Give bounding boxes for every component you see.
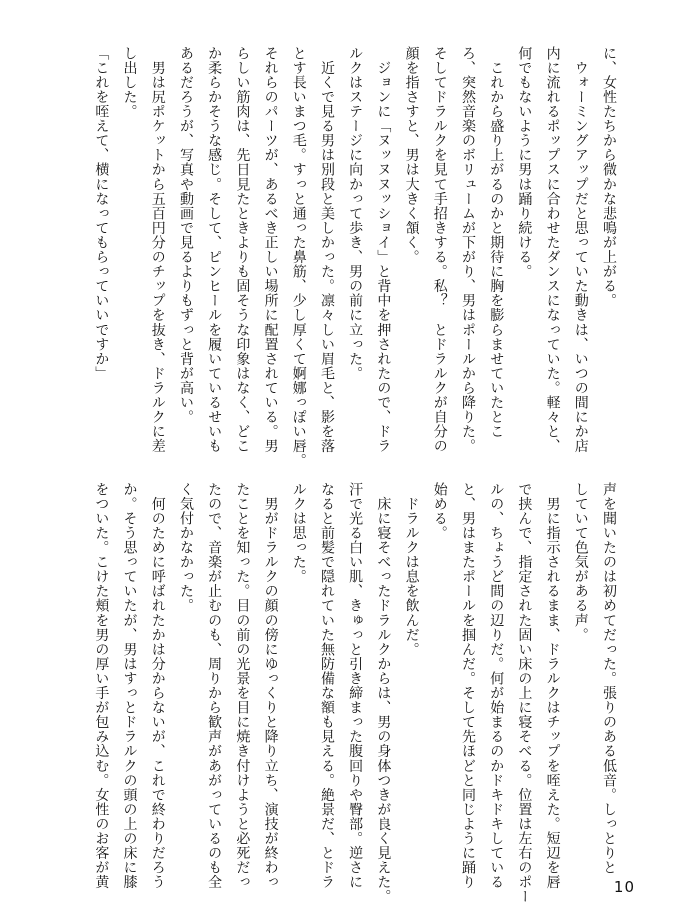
text-column: それらのパーツが、あるべき正しい場所に配置されている。男 (262, 46, 279, 454)
text-column: 汗で光る白い肌、きゅっと引き締まった腹回りや臀部。逆さに (347, 482, 364, 890)
text-column: 顔を指さすと、男は大きく頷く。 (403, 46, 420, 265)
text-column: らしい筋肉は、先日見たときよりも固そうな印象はなく、どこ (234, 46, 251, 454)
text-column: ウォーミングアップだと思っていた動きは、いつの間にか店 (572, 46, 589, 454)
text-column: 声を聞いたのは初めてだった。張りのある低音。しっとりと (601, 482, 617, 875)
text-column: 内に流れるポップスに合わせたダンスになっていた。軽々と、 (544, 46, 561, 454)
text-column: たことを知った。目の前の光景を目に焼き付けようと必死だっ (234, 482, 251, 890)
text-column: なると前髪で隠れていた無防備な額も見える。絶景だ、とドラ (318, 482, 335, 890)
page-number: 10 (613, 878, 635, 896)
text-column: 始める。 (431, 482, 448, 541)
text-block-bottom (23, 482, 623, 904)
text-column: ルの、ちょうど間の辺りだ。何が始まるのかドキドキしている (488, 482, 505, 890)
text-column: ルクはステージに向かって歩き、男の前に立った。 (347, 46, 364, 381)
text-column: 床に寝そべったドラルクからは、男の身体つきが良く見えた。 (375, 482, 392, 904)
text-column: ルクは思った。 (290, 482, 307, 584)
text-column: ろ、突然音楽のボリュームが下がり、男はポールから降りた。 (459, 46, 476, 454)
text-column: ジョンに「ヌッヌヌッショイ」と背中を押されたので、ドラ (375, 46, 392, 454)
text-column: あるだろうが、写真や動画で見るよりもずっと背が高い。 (177, 46, 194, 425)
text-block-top (23, 46, 623, 468)
text-column: に、女性たちから微かな悲鳴が上がる。 (601, 46, 617, 308)
text-column: か柔らかそうな感じ。そして、ピンヒールを履いているせいも (206, 46, 223, 454)
text-column: 何でもないように男は踊り続ける。 (516, 46, 533, 279)
text-column: 近くで見る男は別段と美しかった。凛々しい眉毛と、影を落 (318, 46, 335, 454)
text-column: たので、音楽が止むのも、周りから歓声があがっているのも全 (206, 482, 223, 890)
text-column: そしてドラルクを見て手招きする。私？ とドラルクが自分の (431, 46, 448, 454)
text-column: していて色気がある声。 (572, 482, 589, 643)
text-column: 男は尻ポケットから五百円分のチップを抜き、ドラルクに差 (149, 46, 166, 454)
text-column: をついた。こけた頬を男の厚い手が包み込む。女性のお客が黄 (93, 482, 110, 890)
text-column: これから盛り上がるのかと期待に胸を膨らませていたとこ (488, 46, 505, 439)
text-column: と、男はまたポールを掴んだ。そして先ほどと同じように踊り (459, 482, 476, 890)
text-column: で挟んで、指定された固い床の上に寝そべる。位置は左右のポー (516, 482, 533, 904)
text-column: か。そう思っていたが、男はすっとドラルクの頭の上の床に膝 (121, 482, 138, 890)
text-column: 「これを咥えて、横になってもらっていいですか」 (93, 46, 110, 381)
text-column: 何のために呼ばれたかは分からないが、これで終わりだろう (149, 482, 166, 890)
text-column: く気付かなかった。 (177, 482, 194, 613)
text-column: 男に指示されるまま、ドラルクはチップを咥えた。短辺を唇 (544, 482, 561, 890)
text-column: ドラルクは息を飲んだ。 (403, 482, 420, 657)
text-column: 男がドラルクの顔の傍にゆっくりと降り立ち、演技が終わっ (262, 482, 279, 890)
text-column: とす長いまつ毛。すっと通った鼻筋、少し厚くて婀娜っぽい唇。 (290, 46, 307, 468)
text-column: し出した。 (121, 46, 138, 119)
